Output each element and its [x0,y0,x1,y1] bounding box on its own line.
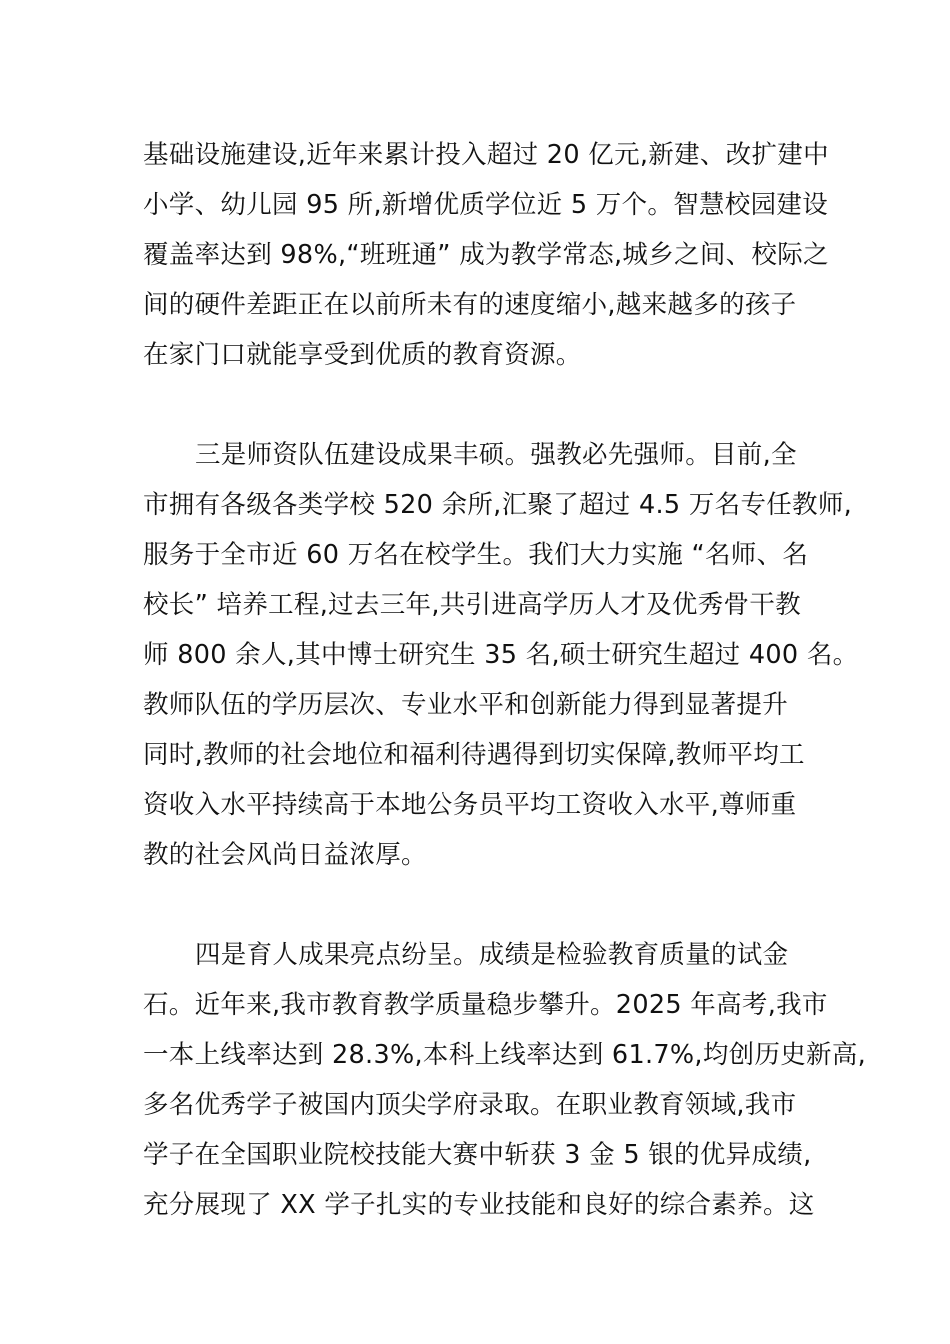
paragraph-infrastructure [143,130,829,380]
text-line: 基础设施建设,近年来累计投入超过 20 亿元,新建、改扩建中 [143,140,829,170]
text-line: 资收入水平持续高于本地公务员平均工资收入水平,尊师重 [143,790,797,820]
text-line: 小学、幼儿园 95 所,新增优质学位近 5 万个。智慧校园建设 [143,190,829,220]
paragraph-gap [143,380,811,430]
text-line: 市拥有各级各类学校 520 余所,汇聚了超过 4.5 万名专任教师, [143,490,853,520]
text-line: 同时,教师的社会地位和福利待遇得到切实保障,教师平均工 [143,740,805,770]
text-line: 教的社会风尚日益浓厚。 [143,840,427,870]
text-line: 学子在全国职业院校技能大赛中斩获 3 金 5 银的优异成绩, [143,1140,812,1170]
text-line: 教师队伍的学历层次、专业水平和创新能力得到显著提升 [143,690,789,720]
text-line: 多名优秀学子被国内顶尖学府录取。在职业教育领域,我市 [143,1090,797,1120]
text-line: 服务于全市近 60 万名在校学生。我们大力实施 “名师、名 [143,540,809,570]
document-page [143,130,867,1230]
text-line: 四是育人成果亮点纷呈。成绩是检验教育质量的试金 [195,940,789,970]
paragraph-teachers [143,430,859,880]
text-line: 充分展现了 XX 学子扎实的专业技能和良好的综合素养。这 [143,1190,815,1220]
text-line: 校长” 培养工程,过去三年,共引进高学历人才及优秀骨干教 [143,590,801,620]
text-line: 覆盖率达到 98%,“班班通” 成为教学常态,城乡之间、校际之 [143,240,829,270]
text-line: 间的硬件差距正在以前所未有的速度缩小,越来越多的孩子 [143,290,797,320]
text-line: 一本上线率达到 28.3%,本科上线率达到 61.7%,均创历史新高, [143,1040,867,1070]
text-line: 在家门口就能享受到优质的教育资源。 [143,340,582,370]
paragraph-gap [143,880,811,930]
text-line: 师 800 余人,其中博士研究生 35 名,硕士研究生超过 400 名。 [143,640,859,670]
text-line: 石。近年来,我市教育教学质量稳步攀升。2025 年高考,我市 [143,990,828,1020]
text-line: 三是师资队伍建设成果丰硕。强教必先强师。目前,全 [195,440,797,470]
paragraph-education-results [143,930,867,1230]
